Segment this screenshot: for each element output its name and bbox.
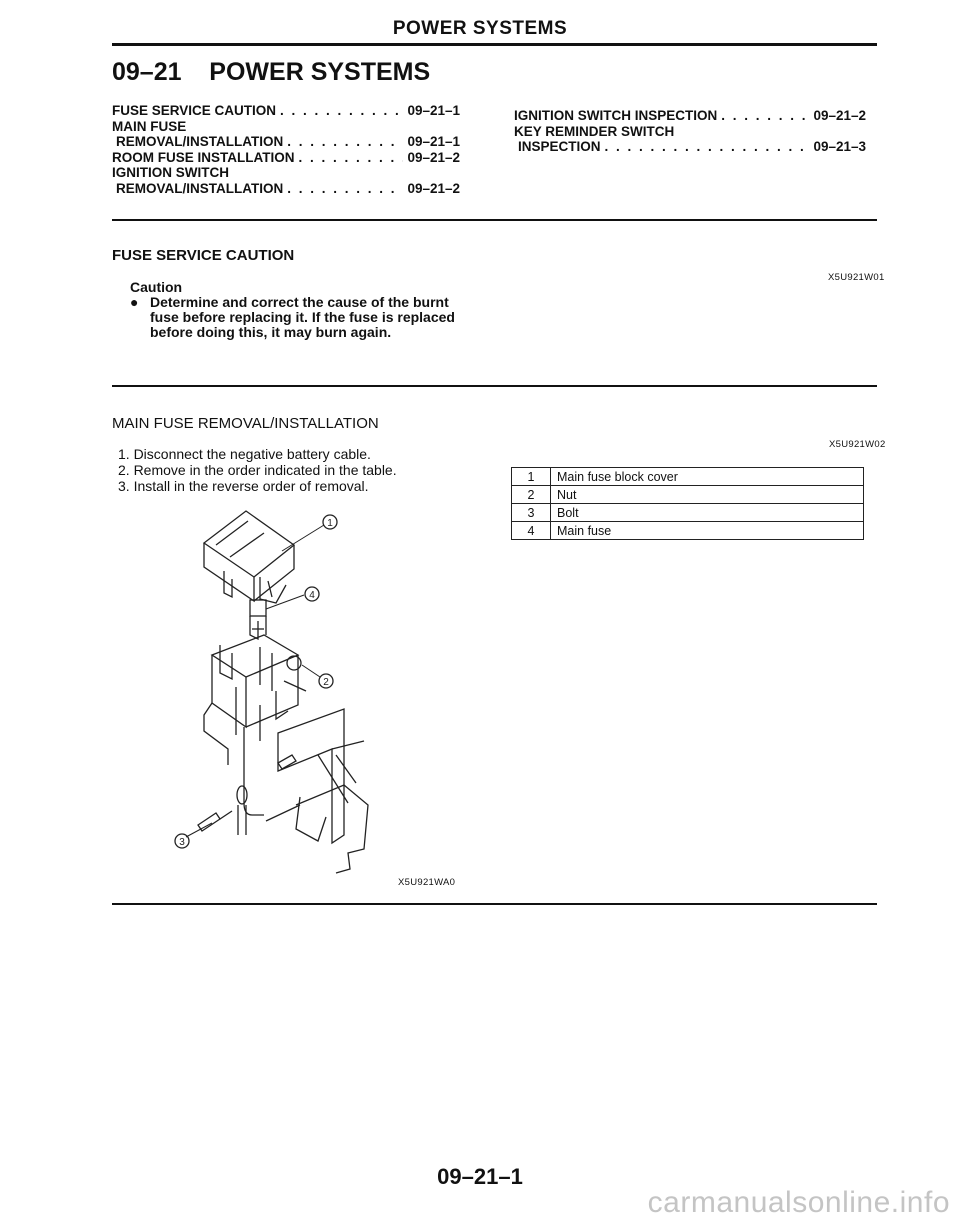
toc-entry-title: KEY REMINDER SWITCH: [514, 123, 675, 139]
toc-entry[interactable]: [112, 181, 460, 197]
toc-entry-page: 09–21–1: [407, 103, 460, 118]
table-row: [512, 486, 864, 504]
parts-table: [511, 467, 864, 540]
callout-label: 3: [179, 837, 185, 848]
callout-leaders: [186, 525, 324, 837]
section-end-rule: [112, 903, 877, 905]
caution-rule: [112, 385, 877, 387]
bracket-drawing: [266, 709, 368, 873]
fuse-caution-heading: FUSE SERVICE CAUTION: [112, 247, 295, 264]
toc-entry-title: MAIN FUSE: [112, 118, 187, 134]
toc-leader: [299, 150, 404, 166]
toc-entry-page: 09–21–2: [407, 180, 460, 196]
cable-drawing: [237, 727, 264, 835]
toc-entry: [514, 124, 866, 140]
fuse-block-cover-drawing: [204, 511, 294, 603]
toc-entry[interactable]: [514, 108, 866, 124]
part-name: Main fuse block cover: [551, 468, 864, 486]
procedure-step: 2. Remove in the order indicated in the table.: [118, 462, 397, 478]
toc-entry: [112, 119, 460, 135]
toc-leader: [280, 103, 403, 119]
part-name: Nut: [551, 486, 864, 504]
caution-label: Caution: [130, 279, 183, 295]
main-fuse-code: X5U921W02: [829, 439, 886, 450]
toc-leader: [287, 134, 403, 150]
fuse-block-body-drawing: [204, 635, 306, 765]
figure-code: X5U921WA0: [398, 877, 456, 888]
bullet-icon: ●: [130, 294, 139, 310]
main-fuse-drawing: [250, 600, 266, 639]
callout-label: 1: [327, 518, 333, 529]
toc-right: [514, 108, 866, 155]
callout-label: 2: [323, 677, 329, 688]
toc-entry[interactable]: [514, 139, 866, 155]
page-number: 09–21–1: [437, 1164, 523, 1189]
watermark-text: carmanualsonline.info: [647, 1186, 950, 1219]
toc-entry-title: IGNITION SWITCH: [112, 165, 229, 180]
toc-left: [112, 103, 460, 196]
header-rule: [112, 43, 877, 46]
running-header: POWER SYSTEMS: [392, 18, 568, 39]
table-row: [512, 522, 864, 540]
toc-entry-title: FUSE SERVICE CAUTION: [112, 103, 277, 118]
main-fuse-exploded-illustration: [168, 505, 408, 880]
section-title: 09–21 POWER SYSTEMS: [112, 58, 431, 86]
table-row: [512, 468, 864, 486]
toc-entry-title: ROOM FUSE INSTALLATION: [112, 149, 295, 165]
caution-text: Determine and correct the cause of the burnt fuse before replacing it. If the fuse is replaced before doing this, it may burn again.: [150, 294, 455, 340]
toc-rule: [112, 219, 877, 221]
table-row: [512, 504, 864, 522]
toc-entry[interactable]: [112, 150, 460, 166]
toc-entry-title: IGNITION SWITCH INSPECTION: [514, 108, 718, 123]
toc-leader: [605, 139, 810, 155]
callout-label: 4: [309, 590, 315, 601]
procedure-steps: [118, 446, 397, 494]
toc-entry-title: REMOVAL/INSTALLATION: [116, 180, 284, 196]
part-number: 4: [512, 522, 551, 540]
part-number: 2: [512, 486, 551, 504]
main-fuse-heading: MAIN FUSE REMOVAL/INSTALLATION: [112, 415, 379, 432]
toc-leader: [721, 108, 809, 124]
toc-entry-page: 09–21–1: [407, 134, 460, 149]
toc-entry-page: 09–21–2: [813, 108, 866, 123]
caution-bullet: [130, 295, 460, 340]
toc-entry-page: 09–21–2: [407, 149, 460, 165]
part-number: 1: [512, 468, 551, 486]
toc-entry-page: 09–21–3: [813, 139, 866, 154]
toc-leader: [287, 181, 403, 197]
part-name: Bolt: [551, 504, 864, 522]
toc-entry-title: INSPECTION: [518, 139, 601, 154]
toc-entry[interactable]: [112, 103, 460, 119]
toc-entry[interactable]: [112, 134, 460, 150]
procedure-step: 1. Disconnect the negative battery cable.: [118, 446, 371, 462]
procedure-step: 3. Install in the reverse order of removal.: [118, 478, 369, 494]
fuse-caution-code: X5U921W01: [828, 272, 885, 283]
part-number: 3: [512, 504, 551, 522]
part-name: Main fuse: [551, 522, 864, 540]
toc-entry: [112, 165, 460, 181]
toc-entry-title: REMOVAL/INSTALLATION: [116, 134, 284, 149]
